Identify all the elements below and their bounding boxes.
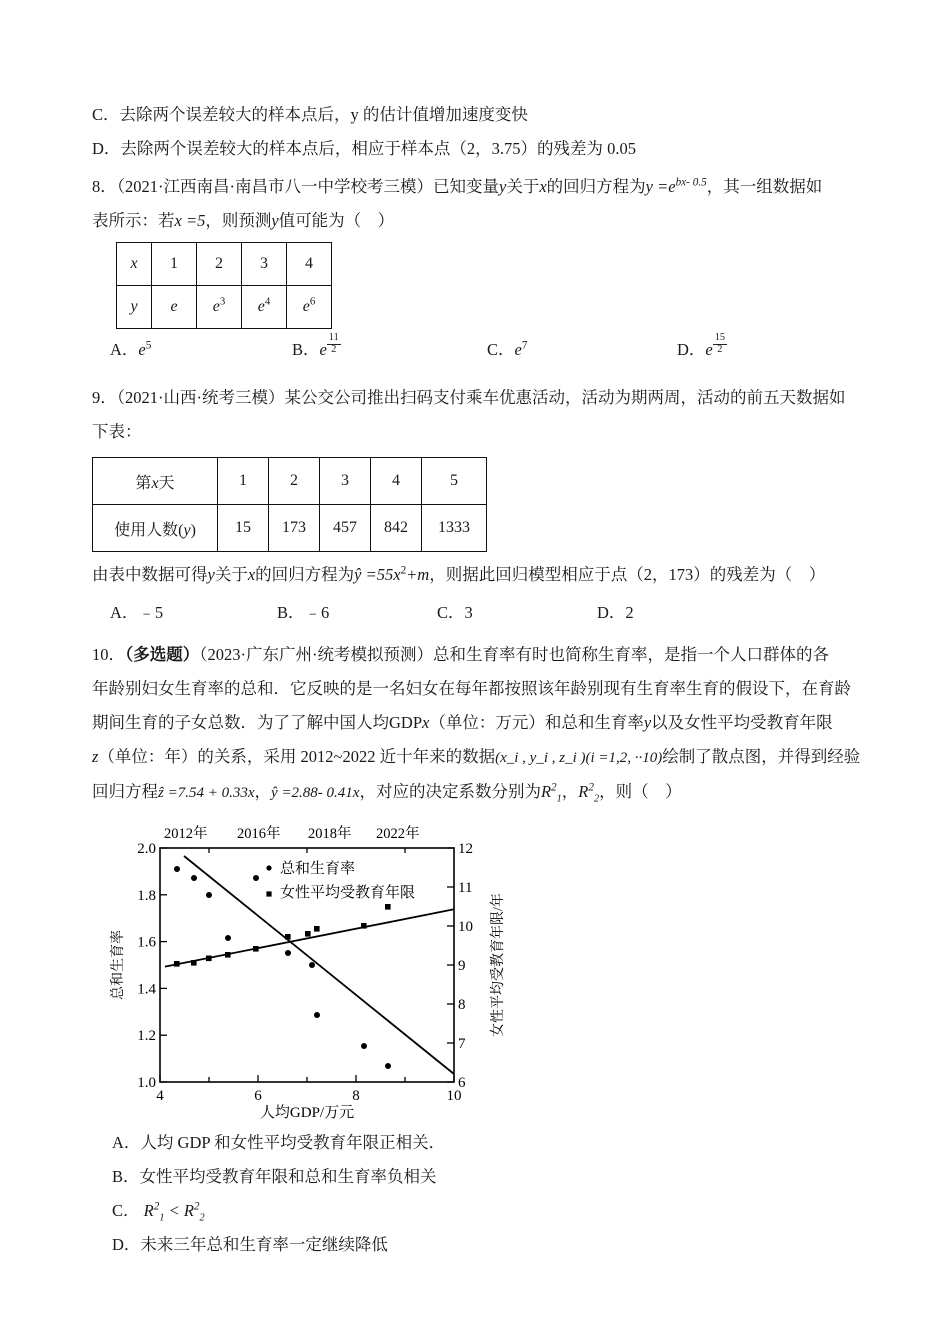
svg-text:6: 6 <box>254 1088 262 1104</box>
q9-option-d-value: 2 <box>625 603 634 622</box>
q9-table-cell-users-5: 1333 <box>422 505 487 552</box>
q7-option-c-text: 去除两个误差较大的样本点后，y 的估计值增加速度变快 <box>119 105 528 124</box>
q10-option-b <box>92 1160 882 1194</box>
left-axis-title: 总和生育率 <box>111 930 126 1000</box>
point-education-9 <box>361 923 367 929</box>
q8-var-x: x <box>539 177 547 196</box>
svg-text:6: 6 <box>458 1075 466 1091</box>
q10-tag: （多选题） <box>125 645 200 664</box>
point-fertility-8 <box>314 1012 320 1018</box>
q10-option-c-label: C． <box>112 1201 140 1220</box>
q8-table-cell-y-3 <box>242 286 287 329</box>
svg-text:10: 10 <box>446 1088 462 1104</box>
q9-option-d-label: D． <box>597 603 626 622</box>
q8-table-cell-y-2 <box>197 286 242 329</box>
q9-option-c-label: C． <box>437 603 465 622</box>
question-8-stem-line2 <box>92 204 882 238</box>
q7-option-c-label: C． <box>92 105 120 124</box>
q7-option-d-label: D． <box>92 139 121 158</box>
svg-text:4: 4 <box>156 1088 164 1104</box>
q9-option-c-value: 3 <box>464 603 473 622</box>
q8-option-b-label: B． <box>292 340 320 359</box>
q9-after-table-d: ，则据此回归模型相应于点（2，173）的残差为（ ） <box>429 565 826 584</box>
q8-source: （2021·江西南昌·南昌市八一中学校考三模） <box>116 177 433 196</box>
q9-table-row-days <box>93 458 487 505</box>
q7-option-d-text: 去除两个误差较大的样本点后，相应于样本点（2，3.75）的残差为 0.05 <box>120 139 637 158</box>
q8-cell-y1-base: e <box>170 298 178 315</box>
q9-table-header-days <box>93 458 218 505</box>
q8-option-b <box>292 333 341 367</box>
legend-marker-square <box>266 891 271 896</box>
q9-option-a-value: ﹣5 <box>138 603 164 622</box>
q9-equation-tail: +m <box>406 565 430 584</box>
q10-r2-base: R <box>578 782 589 801</box>
q8-option-b-fraction <box>327 333 341 355</box>
q9-after-table-c: 的回归方程为 <box>255 565 355 584</box>
q8-cell-y4-exp: 6 <box>309 295 316 308</box>
q10-line2-text: 年龄别妇女生育率的总和．它反映的是一名妇女在每年都按照该年龄别现有生育率生育的假设下，在育龄 <box>92 679 851 698</box>
q8-cell-y3-exp: 4 <box>264 295 271 308</box>
q10-option-c <box>92 1194 882 1228</box>
q8-table-cell-x-4: 4 <box>287 243 332 286</box>
question-8-data-table <box>116 242 332 329</box>
q8-number: 8． <box>92 177 117 196</box>
q10-line5-c: ，对应的决定系数分别为 <box>359 782 541 801</box>
q8-stem-line2-b: ，则预测 <box>205 211 272 230</box>
point-fertility-4 <box>225 935 231 941</box>
q9-table-cell-users-3: 457 <box>320 505 371 552</box>
q8-stem-line2-y: y <box>271 211 279 230</box>
q10-line5-a: 回归方程 <box>92 782 158 801</box>
q8-option-a-base: e <box>138 340 146 359</box>
q8-table-cell-y-1 <box>152 286 197 329</box>
q8-table-row-x <box>117 243 332 286</box>
point-fertility-10 <box>385 1063 391 1069</box>
q10-line3-x: x <box>422 713 430 732</box>
q8-option-d-label: D． <box>677 340 706 359</box>
question-9-options <box>92 596 882 632</box>
question-8-stem <box>92 170 882 204</box>
q9-option-b <box>277 596 329 630</box>
right-axis-labels <box>458 841 473 1091</box>
legend-label-fertility: 总和生育率 <box>280 861 356 877</box>
legend-label-education: 女性平均受教育年限 <box>280 885 416 901</box>
point-fertility-7 <box>309 962 315 968</box>
q8-option-a-label: A． <box>110 340 139 359</box>
point-education-7 <box>305 931 311 937</box>
chart-top-year-labels <box>164 824 420 842</box>
q8-option-c <box>487 333 527 367</box>
q8-equation-exponent: bx- 0.5 <box>675 176 707 189</box>
q8-option-c-base: e <box>514 340 522 359</box>
q10-option-a-text: 人均 GDP 和女性平均受教育年限正相关． <box>140 1133 446 1152</box>
question-8-options <box>92 333 882 373</box>
q9-stem-line1: 某公交公司推出扫码支付乘车优惠活动，活动为期两周，活动的前五天数据如 <box>284 388 846 407</box>
chart-plot-frame <box>160 848 454 1082</box>
top-label-2018: 2018年 <box>308 826 352 842</box>
point-education-8 <box>314 926 320 932</box>
q9-header-days-pre: 第 <box>135 474 152 492</box>
q9-option-d <box>597 596 634 630</box>
q9-number: 9． <box>92 388 117 407</box>
chart-legend <box>266 859 415 901</box>
q8-table-cell-x-1: 1 <box>152 243 197 286</box>
q9-source: （2021·山西·统考三模） <box>116 388 285 407</box>
q9-after-table-x: x <box>247 565 256 584</box>
svg-text:2.0: 2.0 <box>137 841 156 857</box>
q8-stem-line2-c: 值可能为（ ） <box>278 211 395 230</box>
point-education-5 <box>253 946 259 952</box>
svg-text:1.6: 1.6 <box>137 934 156 951</box>
question-10-line4 <box>92 740 882 775</box>
q9-table-cell-day-2: 2 <box>269 458 320 505</box>
q10-option-a <box>92 1126 882 1160</box>
question-9-regression-line <box>92 558 882 592</box>
point-fertility-3 <box>206 892 212 898</box>
q10-line4-a: （单位：年）的关系，采用 2012~2022 近十年来的数据 <box>98 747 496 766</box>
svg-text:1.2: 1.2 <box>137 1028 156 1045</box>
right-axis-title: 女性平均受教育年限/年 <box>491 893 506 1037</box>
q8-option-b-frac-den: 2 <box>327 344 341 356</box>
q10-line5-b: ， <box>254 782 271 801</box>
q9-option-c <box>437 596 473 630</box>
q9-header-users-pre: 使用人数( <box>114 521 184 539</box>
svg-text:8: 8 <box>352 1088 360 1104</box>
q10-option-d <box>92 1228 882 1262</box>
q8-equation-lhs: y =e <box>645 177 676 196</box>
q10-option-d-text: 未来三年总和生育率一定继续降低 <box>140 1235 388 1254</box>
q9-option-a <box>110 596 163 630</box>
point-education-10 <box>385 904 391 910</box>
point-education-2 <box>191 960 197 966</box>
svg-text:11: 11 <box>458 880 473 896</box>
q9-table-cell-day-3: 3 <box>320 458 371 505</box>
point-education-3 <box>206 956 212 962</box>
scatter-chart <box>102 820 522 1120</box>
q8-table-cell-x-2: 2 <box>197 243 242 286</box>
q9-table-row-users <box>93 505 487 552</box>
question-9-data-table <box>92 457 487 552</box>
q10-line5-eq2: ŷ =2.88- 0.41x <box>271 785 360 801</box>
q10-line4-z: z <box>92 747 99 766</box>
point-education-1 <box>174 961 180 967</box>
q8-cell-y2-base: e <box>212 298 220 315</box>
q8-option-b-base: e <box>319 340 327 359</box>
question-10-line3 <box>92 706 882 740</box>
q10-line3-b: （单位：万元）和总和生育率 <box>429 713 644 732</box>
top-label-2012: 2012年 <box>164 826 208 842</box>
svg-text:1.0: 1.0 <box>137 1075 156 1091</box>
question-9-stem <box>92 381 882 415</box>
q8-option-b-frac-num: 11 <box>328 332 339 344</box>
svg-text:8: 8 <box>458 997 466 1013</box>
q8-option-c-label: C． <box>487 340 515 359</box>
left-axis-labels <box>137 841 156 1091</box>
q10-option-c-math: $R^2_1 < R^2_2$ <box>143 1200 205 1224</box>
q9-header-users-var: y <box>183 521 191 539</box>
x-axis-labels <box>156 1088 461 1104</box>
q10-r1: $R^2_1$ <box>540 781 562 805</box>
q9-option-b-label: B． <box>277 603 305 622</box>
q8-table-cell-x-3: 3 <box>242 243 287 286</box>
q10-option-a-label: A． <box>112 1133 141 1152</box>
q9-option-a-label: A． <box>110 603 139 622</box>
q10-r2: $R^2_2$ <box>578 781 600 805</box>
q8-table-header-x: x <box>117 243 152 286</box>
page-content <box>92 98 882 1262</box>
q9-table-cell-day-1: 1 <box>218 458 269 505</box>
q7-option-d <box>92 132 882 166</box>
q7-option-c <box>92 98 882 132</box>
q9-equation: ŷ =55x <box>354 565 401 584</box>
q10-option-d-label: D． <box>112 1235 141 1254</box>
q8-cell-y4-base: e <box>302 298 310 315</box>
q9-equation-exp: 2 <box>400 564 407 577</box>
q10-line1: 总和生育率有时也简称生育率，是指一个人口群体的各 <box>433 645 829 664</box>
q8-option-d-base: e <box>705 340 713 359</box>
q9-table-cell-day-5: 5 <box>422 458 487 505</box>
q8-stem-line2-x: x =5 <box>174 211 206 230</box>
svg-text:10: 10 <box>458 919 473 935</box>
x-axis-ticks <box>160 1075 454 1082</box>
q8-stem-part1: 已知变量 <box>433 177 499 196</box>
point-education-4 <box>225 952 231 958</box>
q9-cell-users-4-text: 842 <box>384 519 408 536</box>
q9-header-days-post: 天 <box>158 474 175 492</box>
q10-line5-d: ，则（ ） <box>599 782 682 801</box>
q9-table-cell-users-4 <box>371 505 422 552</box>
q9-after-table-b: 关于 <box>214 565 248 584</box>
q10-line4-b: 绘制了散点图，并得到经验 <box>662 747 861 766</box>
q10-option-b-text: 女性平均受教育年限和总和生育率负相关 <box>139 1167 437 1186</box>
top-label-2022: 2022年 <box>376 826 420 842</box>
question-10-line2 <box>92 672 882 706</box>
q8-option-c-exp: 7 <box>521 339 528 352</box>
q8-option-a <box>110 333 151 367</box>
q8-stem-part2: 关于 <box>506 177 540 196</box>
chart-svg <box>102 820 522 1120</box>
legend-marker-circle <box>266 865 271 870</box>
svg-text:12: 12 <box>458 841 473 857</box>
q8-option-d-frac-num: 15 <box>714 332 725 344</box>
q8-var-y: y <box>499 177 507 196</box>
point-fertility-5 <box>253 875 259 881</box>
q10-line3-a: 期间生育的子女总数．为了了解中国人均GDP <box>92 713 423 732</box>
q10-r1-base: R <box>540 782 552 801</box>
question-10-stem <box>92 638 882 672</box>
q8-option-d-frac-den: 2 <box>713 344 727 356</box>
q9-table-cell-users-2: 173 <box>269 505 320 552</box>
q9-table-header-users <box>93 505 218 552</box>
x-axis-title: 人均GDP/万元 <box>259 1105 355 1120</box>
q8-stem-line2-a: 表所示：若 <box>92 211 175 230</box>
q9-option-b-value: ﹣6 <box>304 603 330 622</box>
q9-header-days-var: x <box>151 474 159 492</box>
q8-option-a-exp: 5 <box>145 339 152 352</box>
q8-cell-y2-exp: 3 <box>219 295 226 308</box>
q8-table-row-y <box>117 286 332 329</box>
right-axis-ticks <box>447 848 454 1082</box>
top-label-2016: 2016年 <box>237 826 281 842</box>
q10-option-b-label: B． <box>112 1167 140 1186</box>
q10-line4-data: (x_i , y_i , z_i )(i =1,2, ··10) <box>495 750 663 766</box>
q10-source: （2023·广东广州·统考模拟预测） <box>199 645 433 664</box>
q8-stem-part4: ，其一组数据如 <box>706 177 823 196</box>
point-fertility-6 <box>285 950 291 956</box>
svg-text:9: 9 <box>458 958 466 974</box>
q9-table-cell-users-1: 15 <box>218 505 269 552</box>
q10-number: 10． <box>92 645 125 664</box>
svg-text:7: 7 <box>458 1036 466 1052</box>
q9-after-table-a: 由表中数据可得 <box>92 565 208 584</box>
point-fertility-1 <box>174 866 180 872</box>
point-education-6 <box>285 934 291 940</box>
question-10-line5: 回归方程ẑ =7.54 + 0.33x，ŷ =2.88- 0.41x，对应的决定系数分别为$R^2_1$，$R^2_2$，则（ ） <box>92 781 682 805</box>
q8-cell-y3-base: e <box>257 298 265 315</box>
left-axis-ticks <box>160 848 167 1082</box>
svg-text:1.8: 1.8 <box>137 887 156 904</box>
point-fertility-9 <box>361 1043 367 1049</box>
q10-line3-y: y <box>643 713 652 732</box>
q8-table-cell-y-4 <box>287 286 332 329</box>
svg-text:1.4: 1.4 <box>137 981 156 998</box>
q10-line3-c: 以及女性平均受教育年限 <box>651 713 833 732</box>
q9-table-cell-day-4: 4 <box>371 458 422 505</box>
q9-after-table-y: y <box>207 565 215 584</box>
q9-stem-line2-text: 下表： <box>92 422 142 441</box>
q8-option-d <box>677 333 727 367</box>
question-9-stem-line2 <box>92 415 882 449</box>
q8-stem-part3: 的回归方程为 <box>546 177 646 196</box>
q9-header-users-post: ) <box>190 521 196 539</box>
point-fertility-2 <box>191 875 197 881</box>
q8-option-d-fraction <box>713 333 727 355</box>
q10-line5-eq1: ẑ =7.54 + 0.33x <box>158 785 255 801</box>
q8-table-header-y: y <box>117 286 152 329</box>
